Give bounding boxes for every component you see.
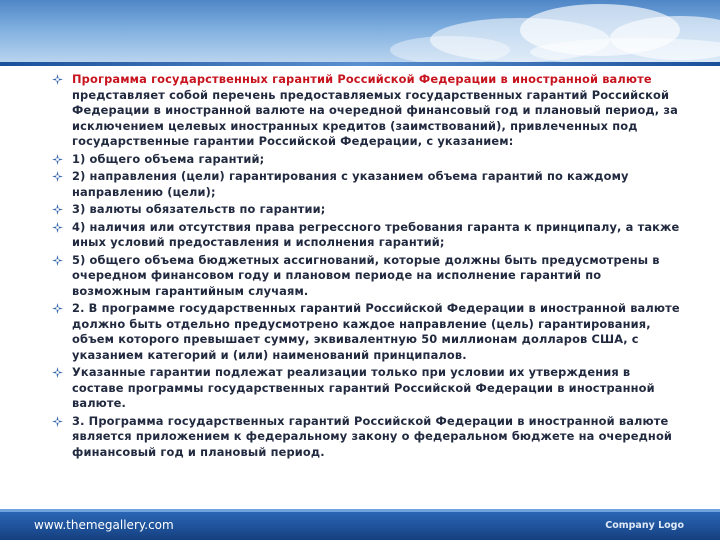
header-banner — [0, 0, 720, 62]
list-item — [52, 202, 682, 218]
website-link[interactable]: www.themegallery.com — [34, 518, 174, 532]
diamond-bullet-icon — [52, 303, 63, 314]
list-item-text: 4) наличия или отсутствия права регрессного требования гаранта к принципалу, а также иных условий предоставления и исполнения гарантий; — [72, 219, 680, 249]
diamond-bullet-icon — [52, 416, 63, 427]
sky-clouds-image — [0, 0, 720, 62]
list-item — [52, 414, 682, 461]
diamond-bullet-icon — [52, 74, 63, 85]
list-item-text: 3) валюты обязательств по гарантии; — [72, 202, 326, 216]
diamond-bullet-icon — [52, 255, 63, 266]
header-divider — [0, 62, 720, 66]
list-item-text: Указанные гарантии подлежат реализации только при условии их утверждения в составе программы государственных гарантий Российской Федерации в иностранной валюте. — [72, 365, 655, 410]
list-item-text: 2. В программе государственных гарантий Российской Федерации в иностранной валюте должно быть отдельно предусмотрено каждое направление (цель) гарантирования, объем которого превышает сумму, эквивалентную 50 миллионам долларов США, с указанием категорий и (или) наименований принципалов. — [72, 301, 680, 362]
diamond-bullet-icon — [52, 171, 63, 182]
list-item-text: 2) направления (цели) гарантирования с указанием объема гарантий по каждому направлению (цели); — [72, 169, 629, 199]
list-item — [52, 253, 682, 300]
list-item — [52, 301, 682, 363]
lead-text: представляет собой перечень предоставляемых государственных гарантий Российской Федерации в иностранной валюте на очередной финансовый год и плановый период, за исключением целевых иностранных кредитов (заимствований), привлеченных под государственные гарантии Российской Федерации, с указанием: — [72, 87, 678, 148]
list-item-text: 5) общего объема бюджетных ассигнований, которые должны быть предусмотрены в очередном финансовом году и плановом периоде на исполнение гарантий по возможным гарантийным случаям. — [72, 252, 660, 298]
diamond-bullet-icon — [52, 367, 63, 378]
list-item — [52, 220, 682, 251]
list-item-text: 3. Программа государственных гарантий Российской Федерации в иностранной валюте является приложением к федеральному закону о федеральном бюджете на очередной финансовый год и плановый период. — [72, 413, 673, 459]
diamond-bullet-icon — [52, 154, 63, 165]
list-item-text: 1) общего объема гарантий; — [72, 151, 265, 166]
diamond-bullet-icon — [52, 204, 63, 215]
list-item — [52, 72, 682, 150]
company-logo: Company Logo — [605, 520, 684, 531]
slide-body — [52, 72, 682, 462]
lead-highlight: Программа государственных гарантий Российской Федерации в иностранной валюте — [72, 72, 652, 86]
list-item — [52, 365, 682, 412]
list-item — [52, 152, 682, 168]
diamond-bullet-icon — [52, 222, 63, 233]
list-item — [52, 169, 682, 200]
